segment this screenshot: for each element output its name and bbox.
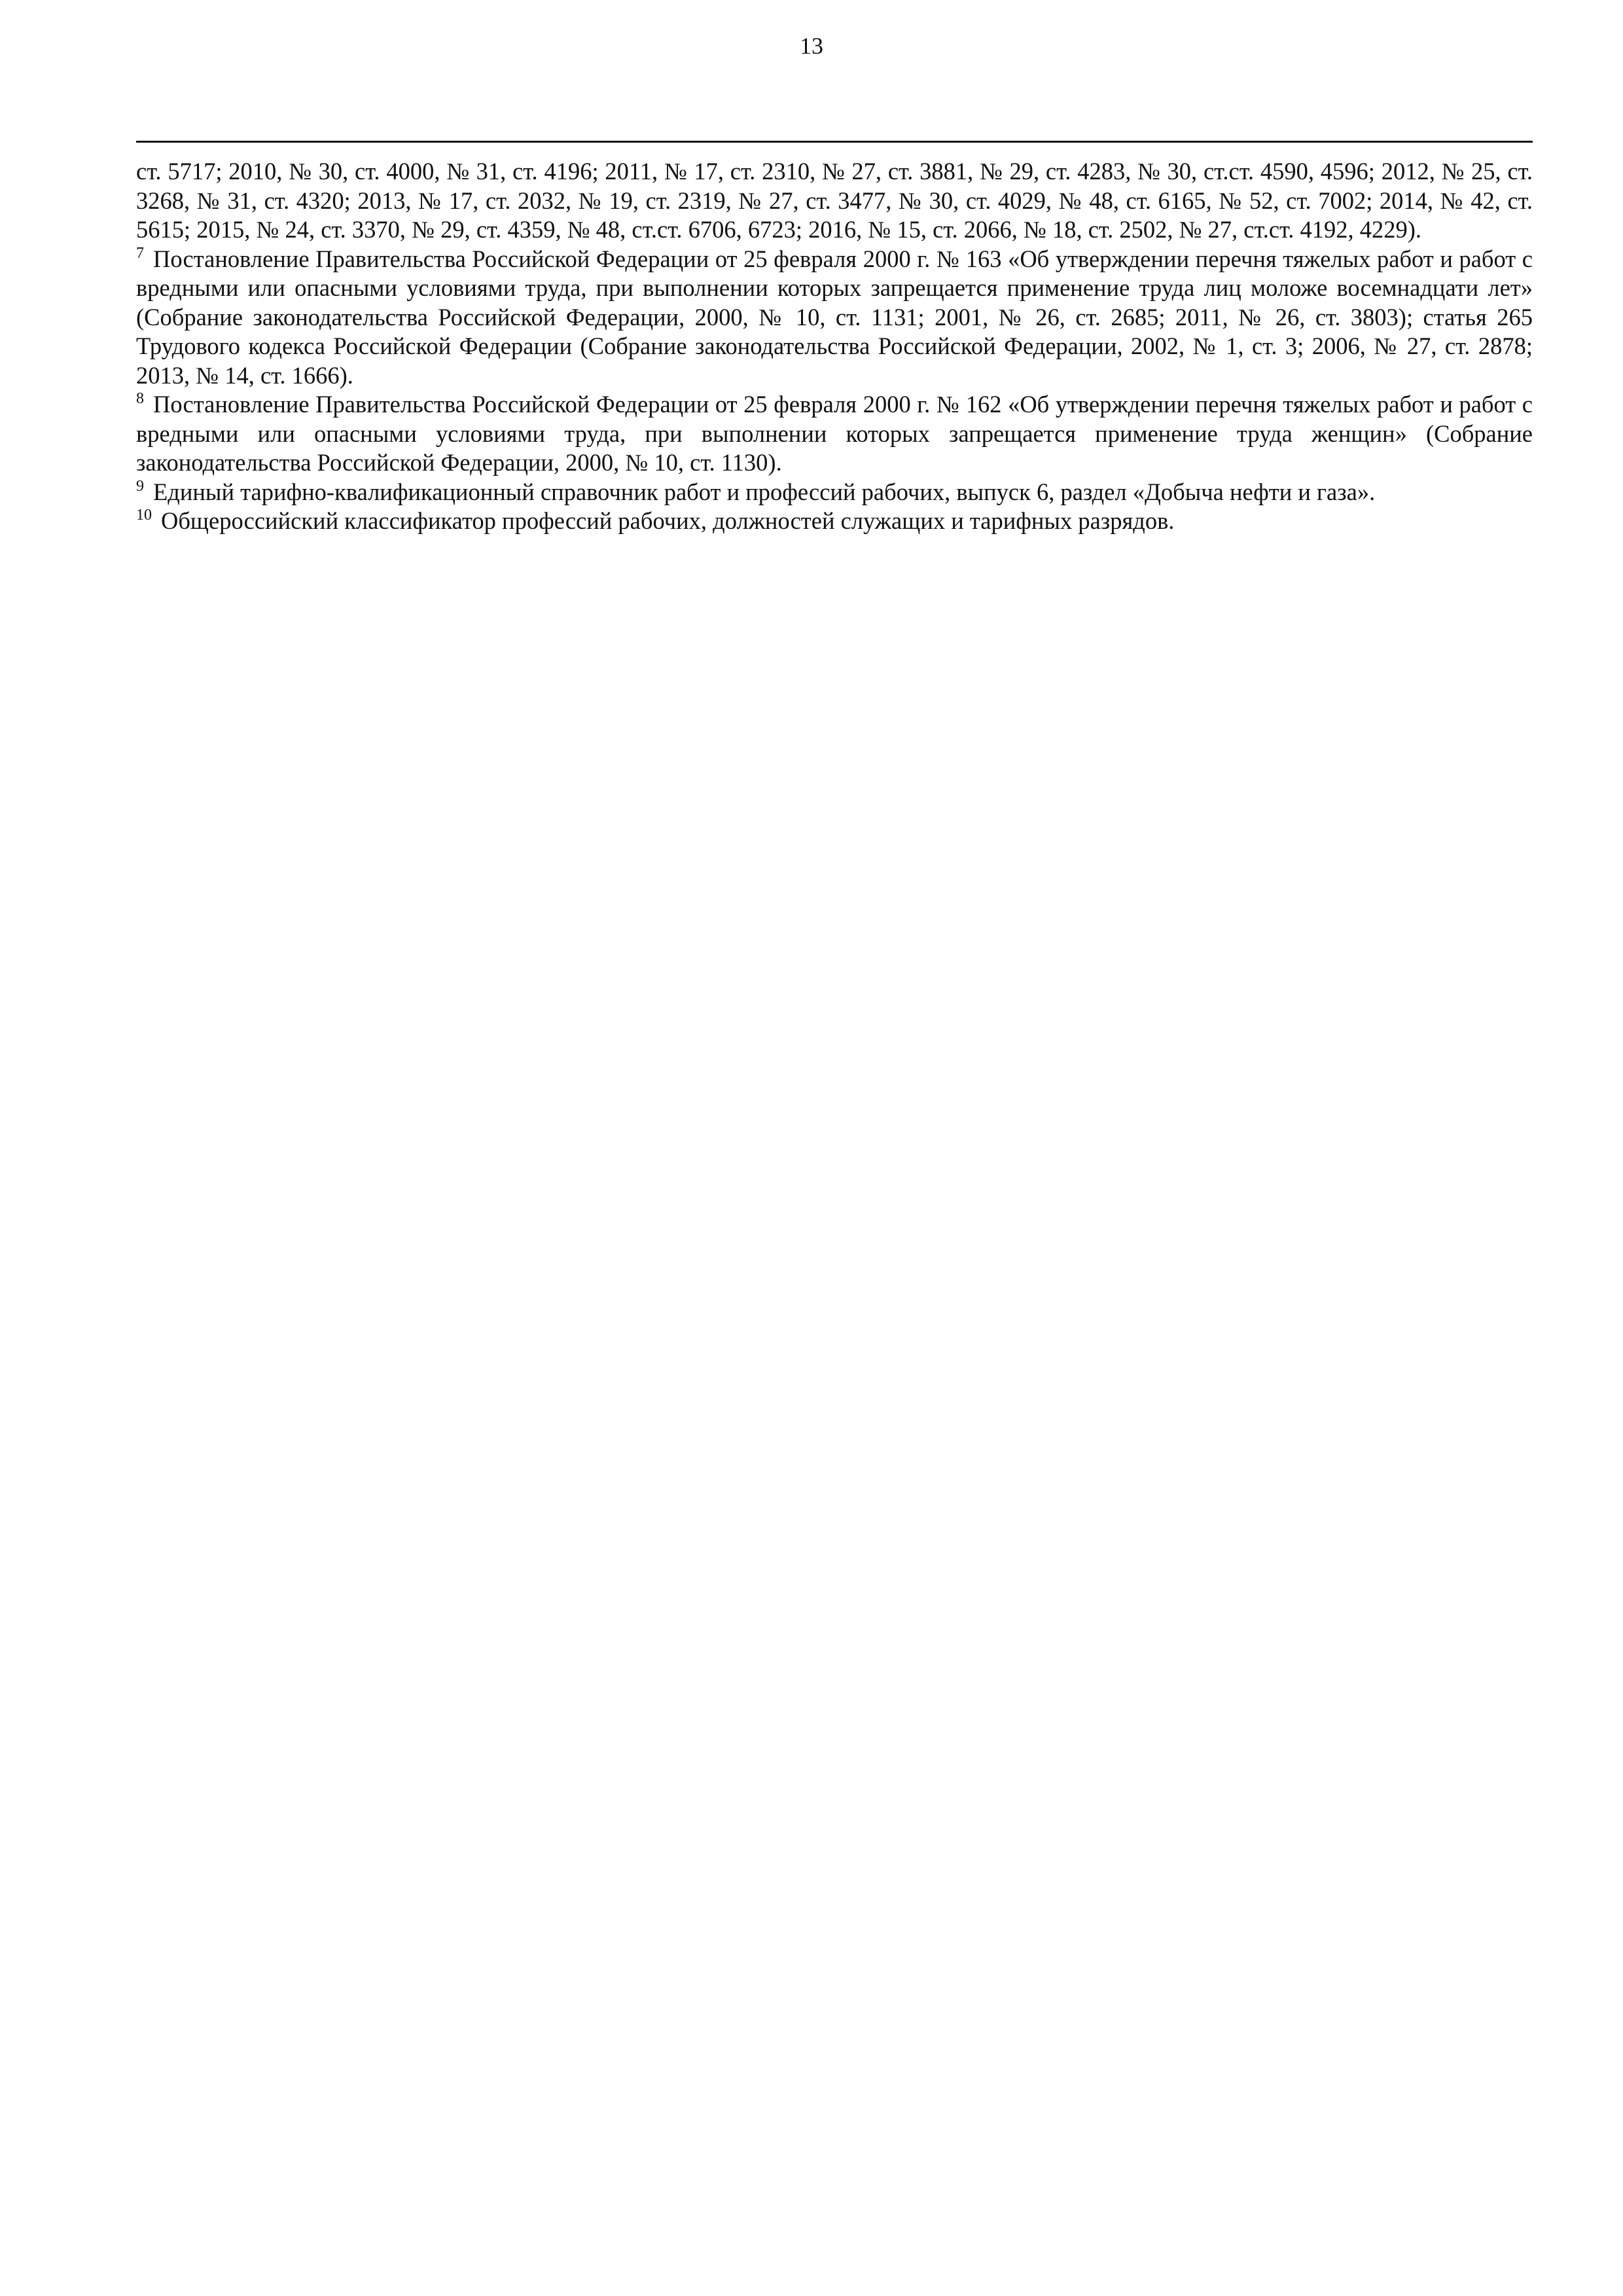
footnote-7 [136,245,1533,391]
footnote-marker: 10 [136,507,152,524]
footnote-marker: 7 [136,244,144,262]
footnote-10 [136,507,1533,536]
footnote-9 [136,478,1533,507]
footnote-text: Постановление Правительства Российской Федерации от 25 февраля 2000 г. № 163 «Об утверждении перечня тяжелых работ и работ с вредными или опасными условиями труда, при выполнении которых запрещается применение труда лиц моложе восемнадцати лет» (Собрание законодательства Российской Федерации, 2000, № 10, ст. 1131; 2001, № 26, ст. 2685; 2011, № 26, ст. 3803); статья 265 Трудового кодекса Российской Федерации (Собрание законодательства Российской Федерации, 2002, № 1, ст. 3; 2006, № 27, ст. 2878; 2013, № 14, ст. 1666). [136,245,1533,389]
footnote-8 [136,390,1533,478]
footnote-separator [136,141,1533,143]
footnote-text: Общероссийский классификатор профессий рабочих, должностей служащих и тарифных разрядов. [161,507,1175,534]
footnotes-section [136,157,1533,536]
page-number: 13 [800,33,823,59]
footnote-marker: 9 [136,477,144,495]
footnote-continuation [136,157,1533,245]
footnote-text: Единый тарифно-квалификационный справочник работ и профессий рабочих, выпуск 6, раздел «Добыча нефти и газа». [153,478,1376,505]
footnote-marker: 8 [136,390,144,407]
footnote-text: ст. 5717; 2010, № 30, ст. 4000, № 31, ст. 4196; 2011, № 17, ст. 2310, № 27, ст. 3881, № 29, ст. 4283, № 30, ст.ст. 4590, 4596; 2012, № 25, ст. 3268, № 31, ст. 4320; 2013, № 17, ст. 2032, № 19, ст. 2319, № 27, ст. 3477, № 30, ст. 4029, № 48, ст. 6165, № 52, ст. 7002; 2014, № 42, ст. 5615; 2015, № 24, ст. 3370, № 29, ст. 4359, № 48, ст.ст. 6706, 6723; 2016, № 15, ст. 2066, № 18, ст. 2502, № 27, ст.ст. 4192, 4229). [136,158,1533,243]
footnote-text: Постановление Правительства Российской Федерации от 25 февраля 2000 г. № 162 «Об утверждении перечня тяжелых работ и работ с вредными или опасными условиями труда, при выполнении которых запрещается применение труда женщин» (Собрание законодательства Российской Федерации, 2000, № 10, ст. 1130). [136,391,1533,476]
